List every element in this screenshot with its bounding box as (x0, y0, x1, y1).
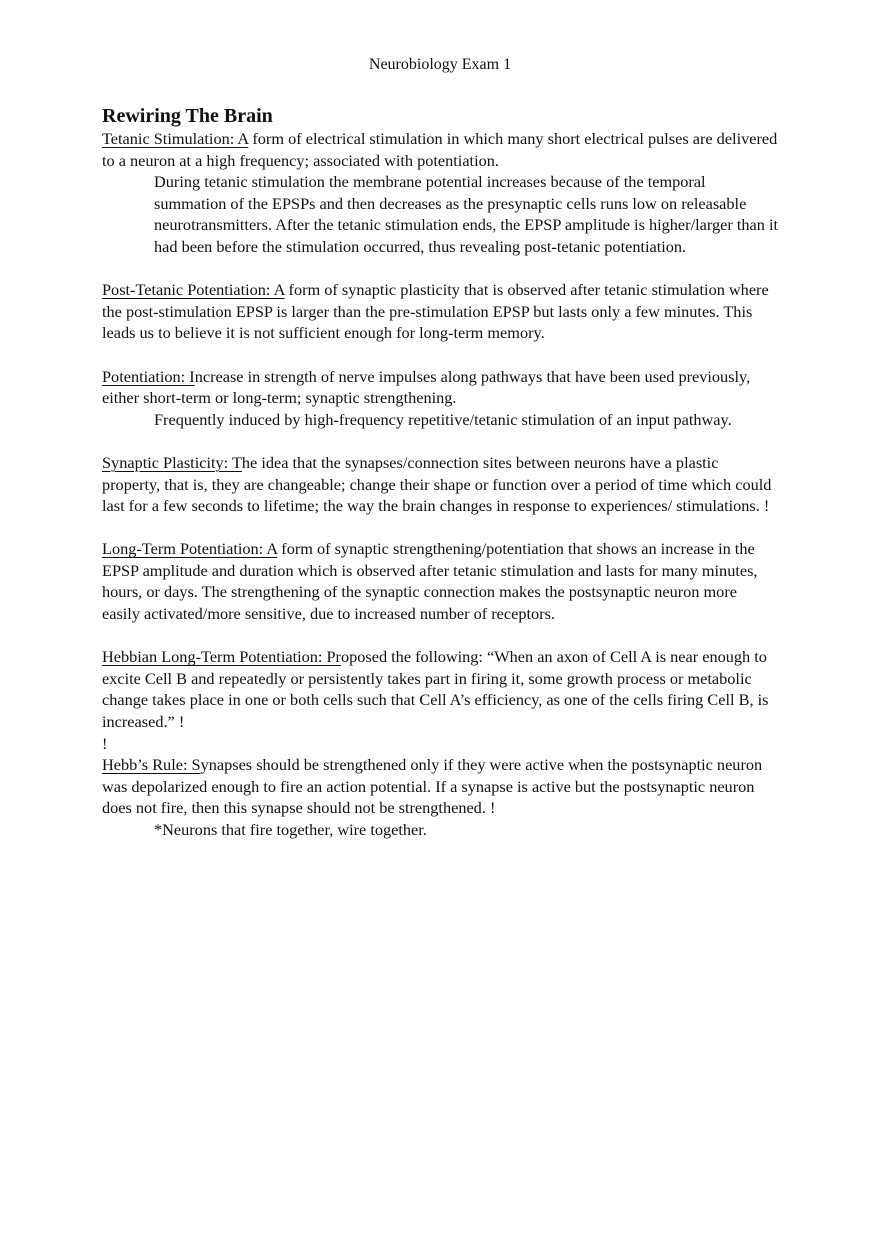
definition-text: form of electrical stimulation in which many short electrical pulses are delivered to a neuron at a high frequency; associated with potentiation. (102, 129, 778, 170)
entry-potentiation (102, 366, 778, 409)
term-label: Potentiation: I (102, 366, 195, 386)
definition-text: form of synaptic plasticity that is observed after tetanic stimulation where the post-stimulation EPSP is larger than the pre-stimulation EPSP but lasts only a few minutes. This leads us to believe it is not sufficient enough for long-term memory. (102, 280, 769, 343)
spacer (102, 625, 778, 647)
spacer (102, 430, 778, 452)
entry-note: *Neurons that fire together, wire together. (154, 820, 427, 839)
term-label: Long-Term Potentiation: A (102, 539, 278, 559)
term-label: Hebb’s Rule: S (102, 755, 201, 775)
definition-text: form of synaptic strengthening/potentiation that shows an increase in the EPSP amplitude and duration which is observed after tetanic stimulation and lasts for many minutes, hours, or days. The strengthening of the synaptic connection makes the postsynaptic neuron more easily activated/more sensitive, due to increased number of receptors. (102, 539, 758, 624)
entry-note: During tetanic stimulation the membrane potential increases because of the temporal summation of the EPSPs and then decreases as the presynaptic cells runs low on releasable neurotransmitters. After the tetanic stimulation ends, the EPSP amplitude is higher/larger than it had been before the stimulation occurred, thus revealing post-tetanic potentiation. (154, 172, 778, 256)
term-label: Post-Tetanic Potentiation: A (102, 280, 285, 300)
term-label: Hebbian Long-Term Potentiation: Pr (102, 647, 341, 667)
spacer (102, 344, 778, 366)
entry-synaptic-plasticity (102, 452, 778, 517)
term-label: Tetanic Stimulation: A (102, 129, 249, 148)
spacer (102, 258, 778, 280)
entry-note: Frequently induced by high-frequency repetitive/tetanic stimulation of an input pathway. (154, 409, 732, 429)
definition-text: oposed the following: “When an axon of Cell A is near enough to excite Cell B and repeatedly or persistently takes part in firing it, some growth process or metabolic change takes place in one or both cells such that Cell A’s efficiency, as one of the cells firing Cell B, is increased.” ! (102, 647, 769, 732)
document-body (102, 104, 778, 841)
entry-post-tetanic-potentiation (102, 279, 778, 344)
page-header: Neurobiology Exam 1 (368, 56, 512, 73)
definition-text: ynapses should be strengthened only if they were active when the postsynaptic neuron was depolarized enough to fire an action potential. If a synapse is active but the postsynaptic neuron does not fire, then this synapse should not be strengthened. ! (102, 755, 763, 818)
term-label: Synaptic Plasticity: T (102, 452, 242, 472)
definition-text: he idea that the synapses/connection sites between neurons have a plastic property, that is, they are changeable; change their shape or function over a period of time which could last for a few seconds to lifetime; the way the brain changes in response to experiences/ stimulations. ! (102, 452, 772, 516)
spacer (102, 517, 778, 539)
stray-mark: ! (102, 733, 108, 753)
definition-text: ncrease in strength of nerve impulses along pathways that have been used previously, either short-term or long-term; synaptic strengthening. (102, 366, 751, 408)
entry-hebbian-ltp (102, 646, 778, 732)
entry-tetanic-stimulation (102, 128, 778, 171)
entry-long-term-potentiation (102, 538, 778, 624)
section-title: Rewiring The Brain (102, 105, 273, 127)
entry-hebbs-rule (102, 754, 778, 819)
